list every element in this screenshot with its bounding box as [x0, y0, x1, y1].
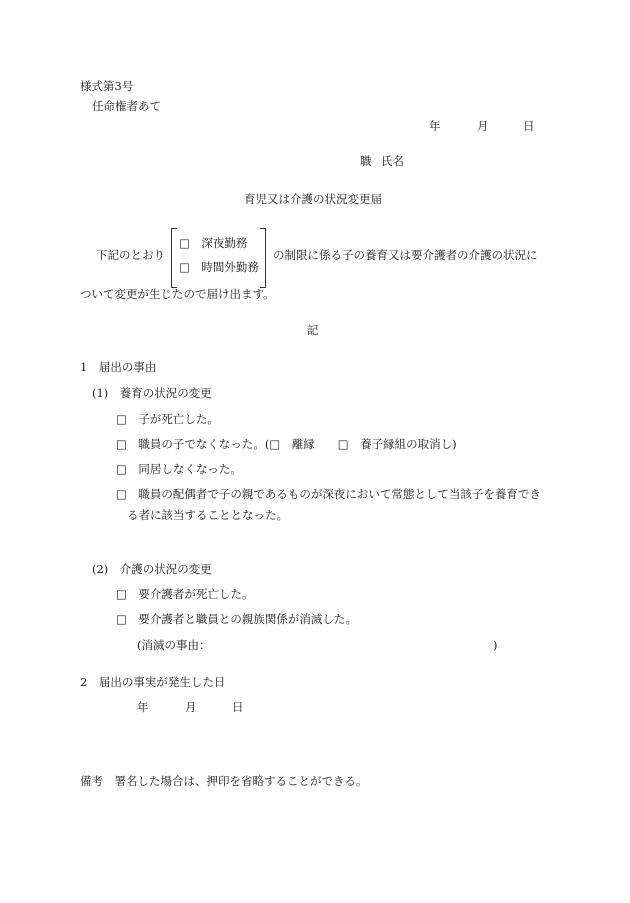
section1-sub1-heading: (1) 養育の状況の変更 — [92, 386, 212, 400]
note: 備考 署名した場合は、押印を省略することができる。 — [80, 774, 368, 788]
intro-line2: ついて変更が生じたので届け出ます。 — [80, 287, 275, 301]
intro-lead: 下記のとおり — [96, 248, 165, 262]
bracket-left — [171, 228, 177, 288]
section2-date-day: 日 — [232, 700, 244, 714]
section2-date-year: 年 — [137, 700, 149, 714]
section1-heading: 1 届出の事由 — [80, 360, 157, 374]
addressee: 任命権者あて — [92, 99, 161, 113]
checkbox-item-no-longer-child: □ 職員の子でなくなった。(□ 離縁 □ 養子縁組の取消し) — [116, 437, 457, 451]
reason-label: (消滅の事由： — [137, 638, 211, 652]
checkbox-item-relation-ended: □ 要介護者と職員との親族関係が消滅した。 — [116, 612, 357, 626]
section2-heading: 2 届出の事実が発生した日 — [80, 675, 226, 689]
bracket-right — [260, 228, 266, 288]
intro-tail: の制限に係る子の養育又は要介護者の介護の状況に — [273, 248, 538, 262]
date-year: 年 — [429, 119, 441, 133]
checkbox-item-spouse-can-care: □ 職員の配偶者で子の親であるものが深夜において常態として当該子を養育でき — [116, 487, 541, 501]
option-overtime-work: □ 時間外勤務 — [179, 260, 259, 274]
checkbox-item-no-cohabitation: □ 同居しなくなった。 — [116, 462, 242, 476]
document-title: 育児又は介護の状況変更届 — [244, 192, 382, 206]
checkbox-item-care-recipient-died: □ 要介護者が死亡した。 — [116, 587, 254, 601]
date-month: 月 — [477, 119, 489, 133]
section1-sub2-heading: (2) 介護の状況の変更 — [92, 562, 212, 576]
signature-title: 職 — [360, 154, 372, 168]
section2-date-month: 月 — [185, 700, 197, 714]
signature-name-label: 氏名 — [381, 154, 404, 168]
reason-close: ) — [493, 638, 498, 652]
option-late-night-work: □ 深夜勤務 — [179, 236, 248, 250]
ki-heading: 記 — [307, 323, 319, 337]
checkbox-item-child-died: □ 子が死亡した。 — [116, 412, 219, 426]
date-day: 日 — [523, 119, 535, 133]
form-number: 様式第3号 — [80, 79, 134, 93]
checkbox-item-spouse-can-care-cont: る者に該当することとなった。 — [127, 508, 288, 522]
